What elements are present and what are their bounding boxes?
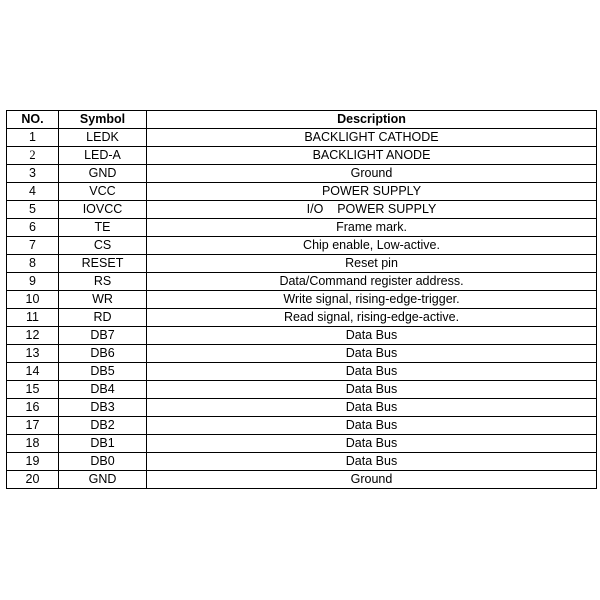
pin-symbol: DB3 [59, 399, 147, 417]
pin-number: 4 [7, 183, 59, 201]
pin-description: Data Bus [147, 453, 597, 471]
pin-number: 3 [7, 165, 59, 183]
pin-definition-table [6, 110, 597, 489]
table-row [7, 201, 597, 219]
pin-symbol: RS [59, 273, 147, 291]
pin-description: Chip enable, Low-active. [147, 237, 597, 255]
pin-number: 10 [7, 291, 59, 309]
pin-number: 17 [7, 417, 59, 435]
pin-symbol: RD [59, 309, 147, 327]
pin-number: 1 [7, 129, 59, 147]
table-body [7, 129, 597, 489]
table-row [7, 381, 597, 399]
table-row [7, 399, 597, 417]
pin-number: 7 [7, 237, 59, 255]
pin-description: Data Bus [147, 381, 597, 399]
pin-description: Reset pin [147, 255, 597, 273]
pin-number: 2 [7, 147, 59, 165]
pin-description: Ground [147, 165, 597, 183]
table-row [7, 147, 597, 165]
pin-description: Write signal, rising-edge-trigger. [147, 291, 597, 309]
pin-number: 6 [7, 219, 59, 237]
pin-number: 18 [7, 435, 59, 453]
pin-number: 20 [7, 471, 59, 489]
pin-symbol: DB4 [59, 381, 147, 399]
pin-number: 13 [7, 345, 59, 363]
pin-number: 11 [7, 309, 59, 327]
pin-description: Read signal, rising-edge-active. [147, 309, 597, 327]
pin-symbol: DB1 [59, 435, 147, 453]
pin-symbol: GND [59, 471, 147, 489]
pin-symbol: IOVCC [59, 201, 147, 219]
pin-symbol: LEDK [59, 129, 147, 147]
table-row [7, 453, 597, 471]
pin-description: Data Bus [147, 435, 597, 453]
table-row [7, 363, 597, 381]
table-row [7, 471, 597, 489]
pin-symbol: LED-A [59, 147, 147, 165]
pin-description: Data Bus [147, 345, 597, 363]
pin-description: Data/Command register address. [147, 273, 597, 291]
pin-symbol: WR [59, 291, 147, 309]
pin-symbol: DB5 [59, 363, 147, 381]
pin-description: BACKLIGHT ANODE [147, 147, 597, 165]
pin-symbol: DB0 [59, 453, 147, 471]
pin-description: Data Bus [147, 399, 597, 417]
pin-description: Frame mark. [147, 219, 597, 237]
table-row [7, 273, 597, 291]
pin-symbol: TE [59, 219, 147, 237]
pin-description: Data Bus [147, 327, 597, 345]
pin-description: Data Bus [147, 363, 597, 381]
table-row [7, 417, 597, 435]
table-row [7, 435, 597, 453]
pin-description: BACKLIGHT CATHODE [147, 129, 597, 147]
pin-symbol: GND [59, 165, 147, 183]
header-no: NO. [7, 111, 59, 129]
pin-symbol: CS [59, 237, 147, 255]
pin-description: POWER SUPPLY [147, 183, 597, 201]
pin-symbol: DB7 [59, 327, 147, 345]
pin-number: 16 [7, 399, 59, 417]
table-row [7, 291, 597, 309]
table-header-row [7, 111, 597, 129]
pin-symbol: VCC [59, 183, 147, 201]
header-symbol: Symbol [59, 111, 147, 129]
table-row [7, 237, 597, 255]
pin-symbol: DB6 [59, 345, 147, 363]
pin-symbol: RESET [59, 255, 147, 273]
table-row [7, 183, 597, 201]
pin-number: 14 [7, 363, 59, 381]
pin-description: Data Bus [147, 417, 597, 435]
table-row [7, 165, 597, 183]
pin-number: 8 [7, 255, 59, 273]
header-description: Description [147, 111, 597, 129]
table-row [7, 345, 597, 363]
pin-number: 9 [7, 273, 59, 291]
table-row [7, 219, 597, 237]
table-row [7, 327, 597, 345]
pin-description: Ground [147, 471, 597, 489]
table-row [7, 255, 597, 273]
pin-symbol: DB2 [59, 417, 147, 435]
table-row [7, 129, 597, 147]
pin-number: 15 [7, 381, 59, 399]
pin-number: 5 [7, 201, 59, 219]
pin-number: 12 [7, 327, 59, 345]
pin-description: I/O POWER SUPPLY [147, 201, 597, 219]
pin-number: 19 [7, 453, 59, 471]
table-row [7, 309, 597, 327]
